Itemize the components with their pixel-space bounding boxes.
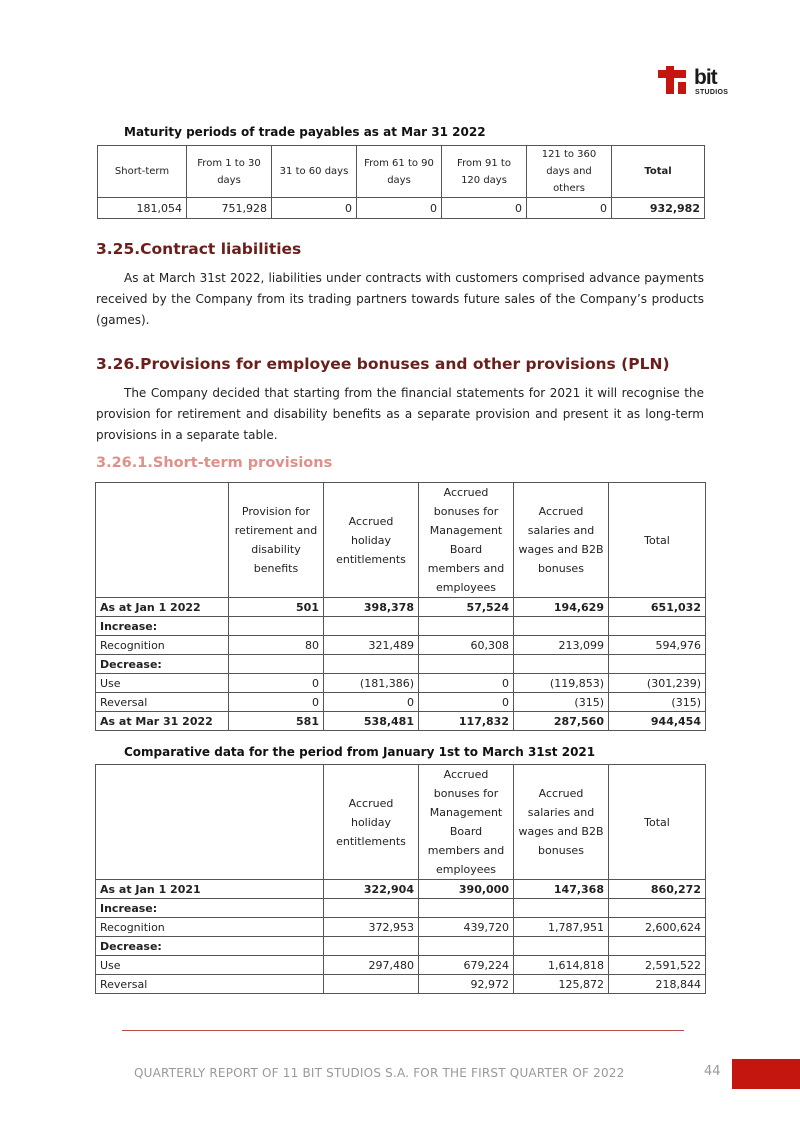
section-heading-325: 3.25.Contract liabilities [96, 240, 302, 258]
table-cell [514, 937, 609, 956]
logo-brand: bit [694, 66, 717, 89]
table-cell: 321,489 [324, 636, 419, 655]
table-cell: 147,368 [514, 880, 609, 899]
table-cell [324, 617, 419, 636]
table-cell [419, 655, 514, 674]
table-cell: 194,629 [514, 598, 609, 617]
table-cell [514, 899, 609, 918]
header-cell: Total [609, 765, 706, 880]
table-cell [609, 937, 706, 956]
table-cell: 651,032 [609, 598, 706, 617]
table-header-row [96, 765, 706, 880]
table-cell [609, 899, 706, 918]
table-cell: 0 [527, 198, 612, 219]
table-cell: 0 [229, 674, 324, 693]
row-label: Reversal [96, 975, 324, 994]
table-cell [324, 975, 419, 994]
table-cell: 2,600,624 [609, 918, 706, 937]
maturity-table [97, 145, 705, 219]
row-label: As at Jan 1 2022 [96, 598, 229, 617]
header-cell: 31 to 60 days [272, 146, 357, 198]
table-cell: 57,524 [419, 598, 514, 617]
header-cell: Accrued bonuses for Management Board members and employees [419, 765, 514, 880]
table-row [96, 975, 706, 994]
row-label: Decrease: [96, 655, 229, 674]
table-cell: 218,844 [609, 975, 706, 994]
table-cell: 2,591,522 [609, 956, 706, 975]
row-label: As at Mar 31 2022 [96, 712, 229, 731]
logo-subtext: STUDIOS [695, 89, 729, 96]
table-cell: 117,832 [419, 712, 514, 731]
table-cell: (119,853) [514, 674, 609, 693]
table-cell: 60,308 [419, 636, 514, 655]
row-label: Increase: [96, 899, 324, 918]
header-cell: From 91 to 120 days [442, 146, 527, 198]
table-cell: 594,976 [609, 636, 706, 655]
table-cell [324, 899, 419, 918]
table-cell: 287,560 [514, 712, 609, 731]
table-row [96, 880, 706, 899]
short-term-provisions-table [95, 482, 706, 731]
header-cell: Total [612, 146, 705, 198]
table-cell [514, 617, 609, 636]
table-cell: 390,000 [419, 880, 514, 899]
header-cell: Total [609, 483, 706, 598]
row-label: Reversal [96, 693, 229, 712]
table-cell [419, 937, 514, 956]
table-cell: 297,480 [324, 956, 419, 975]
table-header-row [98, 146, 705, 198]
header-cell [96, 765, 324, 880]
subsection-heading-3261: 3.26.1.Short-term provisions [96, 455, 333, 471]
table-cell: 0 [229, 693, 324, 712]
header-cell: Accrued salaries and wages and B2B bonuses [514, 483, 609, 598]
table-cell: 372,953 [324, 918, 419, 937]
maturity-caption: Maturity periods of trade payables as at Mar 31 2022 [124, 125, 486, 139]
table-cell: 125,872 [514, 975, 609, 994]
table-row [96, 693, 706, 712]
comparative-caption: Comparative data for the period from January 1st to March 31st 2021 [124, 745, 596, 759]
header-cell: Provision for retirement and disability benefits [229, 483, 324, 598]
table-cell: 92,972 [419, 975, 514, 994]
header-cell [96, 483, 229, 598]
table-row [96, 918, 706, 937]
comparative-table [95, 764, 706, 994]
table-cell: 1,614,818 [514, 956, 609, 975]
table-cell: 0 [357, 198, 442, 219]
row-label: As at Jan 1 2021 [96, 880, 324, 899]
table-cell: 944,454 [609, 712, 706, 731]
row-label: Use [96, 674, 229, 693]
row-label: Recognition [96, 636, 229, 655]
table-row [96, 598, 706, 617]
table-row [96, 655, 706, 674]
table-cell [419, 617, 514, 636]
header-cell: From 1 to 30 days [187, 146, 272, 198]
table-cell: 581 [229, 712, 324, 731]
table-cell: 679,224 [419, 956, 514, 975]
table-cell: 538,481 [324, 712, 419, 731]
table-cell: 322,904 [324, 880, 419, 899]
header-cell: Accrued holiday entitlements [324, 765, 419, 880]
table-cell [419, 899, 514, 918]
table-cell: 0 [419, 674, 514, 693]
table-row [96, 899, 706, 918]
table-cell: 0 [419, 693, 514, 712]
table-row [96, 636, 706, 655]
footer-accent-block [732, 1059, 800, 1089]
table-cell: (315) [609, 693, 706, 712]
table-row [96, 674, 706, 693]
header-cell: From 61 to 90 days [357, 146, 442, 198]
table-row [96, 712, 706, 731]
table-cell: 0 [442, 198, 527, 219]
table-row [96, 937, 706, 956]
section-text-325: As at March 31st 2022, liabilities under contracts with customers comprised advance payments received by the Company from its trading partners towards future sales of the Company’s products (games). [96, 271, 704, 327]
table-cell: (181,386) [324, 674, 419, 693]
table-row [96, 956, 706, 975]
table-row [96, 617, 706, 636]
header-cell: Accrued salaries and wages and B2B bonuses [514, 765, 609, 880]
table-cell: 932,982 [612, 198, 705, 219]
row-label: Increase: [96, 617, 229, 636]
table-cell [324, 937, 419, 956]
table-cell: 181,054 [98, 198, 187, 219]
table-cell: 501 [229, 598, 324, 617]
header-cell: 121 to 360 days and others [527, 146, 612, 198]
table-cell [609, 617, 706, 636]
row-label: Use [96, 956, 324, 975]
table-cell: (315) [514, 693, 609, 712]
table-cell: 398,378 [324, 598, 419, 617]
table-cell: 0 [324, 693, 419, 712]
table-cell [609, 655, 706, 674]
table-cell: 0 [272, 198, 357, 219]
table-cell: 439,720 [419, 918, 514, 937]
section-text-326: The Company decided that starting from the financial statements for 2021 it will recognise the provision for retirement and disability benefits as a separate provision and present it as long-term provisions in a separate table. [96, 386, 704, 442]
table-cell: (301,239) [609, 674, 706, 693]
table-cell: 80 [229, 636, 324, 655]
table-cell: 751,928 [187, 198, 272, 219]
page-number: 44 [704, 1064, 721, 1079]
table-cell: 860,272 [609, 880, 706, 899]
row-label: Decrease: [96, 937, 324, 956]
table-cell [229, 617, 324, 636]
table-header-row [96, 483, 706, 598]
table-cell [229, 655, 324, 674]
row-label: Recognition [96, 918, 324, 937]
header-cell: Accrued holiday entitlements [324, 483, 419, 598]
header-cell: Short-term [98, 146, 187, 198]
table-cell [514, 655, 609, 674]
footer-divider [122, 1030, 684, 1031]
table-cell: 213,099 [514, 636, 609, 655]
section-heading-326: 3.26.Provisions for employee bonuses and other provisions (PLN) [96, 355, 670, 373]
table-cell: 1,787,951 [514, 918, 609, 937]
header-cell: Accrued bonuses for Management Board members and employees [419, 483, 514, 598]
table-cell [324, 655, 419, 674]
footer-text: QUARTERLY REPORT OF 11 BIT STUDIOS S.A. FOR THE FIRST QUARTER OF 2022 [134, 1066, 625, 1080]
table-row [98, 198, 705, 219]
